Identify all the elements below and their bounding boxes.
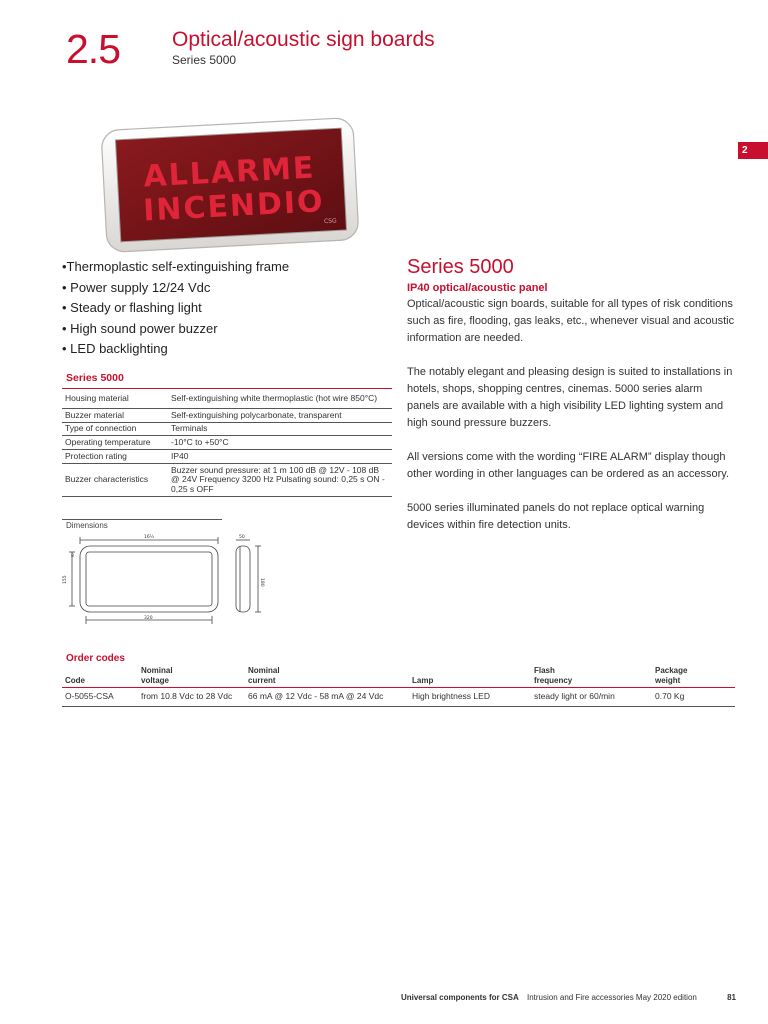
page-number: 81 <box>727 993 736 1002</box>
nominal-voltage: from 10.8 Vdc to 28 Vdc <box>138 688 245 707</box>
feature-item: •Thermoplastic self-extinguishing frame <box>62 259 290 274</box>
column-header: Nominal voltage <box>138 666 245 688</box>
feature-item: • LED backlighting <box>62 341 168 357</box>
spec-value: Self-extinguishing polycarbonate, transparent <box>168 409 392 423</box>
panel-text-line2: INCENDIO <box>142 184 326 229</box>
order-codes-table <box>62 666 735 707</box>
footer-brand: Universal components for CSA <box>400 993 519 1002</box>
package-weight: 0.70 Kg <box>652 688 735 707</box>
dim-small-mark: 8 <box>71 554 74 559</box>
spec-value: Self-extinguishing white thermoplastic (hot wire 850°C) <box>168 389 392 409</box>
column-header: Lamp <box>409 666 531 688</box>
column-header: Nominal current <box>245 666 409 688</box>
feature-item: • Steady or flashing light <box>62 300 202 316</box>
panel-logo: CSG <box>323 217 337 226</box>
order-code: O-5055-CSA <box>62 688 138 707</box>
dim-depth-top: 50 <box>239 535 245 540</box>
description-paragraph: 5000 series illuminated panels do not replace optical warning devices within fire detection units. <box>407 502 705 531</box>
product-image <box>100 112 360 258</box>
footer-edition: Intrusion and Fire accessories May 2020 edition <box>526 993 697 1002</box>
description-title: Series 5000 <box>407 256 514 278</box>
feature-item: • Power supply 12/24 Vdc <box>62 279 211 295</box>
table-row <box>62 409 392 423</box>
spec-value: Buzzer sound pressure: at 1 m 100 dB @ 12V - 108 dB @ 24V Frequency 3200 Hz Pulsating sound: 0,25 s ON - 0,25 s OFF <box>168 464 392 497</box>
spec-table <box>62 388 392 497</box>
spec-key: Buzzer characteristics <box>62 464 168 497</box>
section-number: 2.5 <box>66 26 120 72</box>
description-paragraph: The notably elegant and pleasing design is suited to installations in hotels, shops, shopping centres, cinemas. 5000 series alarm panels are available with a high visibility LED lighting system and high sound pressure buzzers. <box>407 366 733 429</box>
spec-key: Buzzer material <box>62 409 168 423</box>
table-row <box>62 464 392 497</box>
chapter-tab: 2 <box>738 142 768 159</box>
nominal-current: 66 mA @ 12 Vdc - 58 mA @ 24 Vdc <box>245 688 409 707</box>
page-subtitle: Series 5000 <box>172 53 237 67</box>
table-row <box>62 389 392 409</box>
spec-value: IP40 <box>168 450 392 464</box>
column-header: Package weight <box>652 666 735 688</box>
description-subtitle: IP40 optical/acoustic panel <box>407 282 548 294</box>
dim-height-left: 155 <box>63 575 68 584</box>
divider <box>62 519 222 520</box>
feature-list <box>62 257 289 360</box>
dim-width-bottom: 320 <box>144 616 153 621</box>
table-row <box>62 436 392 450</box>
feature-item: • High sound power buzzer <box>62 320 218 336</box>
panel-text-line1: ALLARME <box>142 150 317 195</box>
page-title: Optical/acoustic sign boards <box>172 28 435 51</box>
spec-key: Type of connection <box>62 423 168 436</box>
table-row <box>62 450 392 464</box>
description-paragraph: All versions come with the wording “FIRE ALARM” display though other wording in other languages can be ordered as an accessory. <box>407 451 730 480</box>
spec-heading: Series 5000 <box>66 372 124 384</box>
product-frame <box>101 117 359 252</box>
table-header-row <box>62 666 735 688</box>
flash-frequency: steady light or 60/min <box>531 688 652 707</box>
table-row <box>62 423 392 436</box>
spec-key: Housing material <box>62 389 168 409</box>
dimensions-drawing <box>62 532 282 628</box>
table-row <box>62 688 735 707</box>
description-body <box>407 296 737 551</box>
lamp: High brightness LED <box>409 688 531 707</box>
spec-key: Operating temperature <box>62 436 168 450</box>
page-footer <box>0 993 736 1002</box>
dimensions-label: Dimensions <box>66 521 108 530</box>
description-paragraph: Optical/acoustic sign boards, suitable for all types of risk conditions such as fire, flooding, gas leaks, etc., whenever visual and acoustic information are needed. <box>407 298 735 344</box>
column-header: Code <box>62 666 138 688</box>
dim-width-top: 16½ <box>144 535 155 540</box>
spec-value: -10°C to +50°C <box>168 436 392 450</box>
column-header: Flash frequency <box>531 666 652 688</box>
dim-height-side: 180 <box>259 578 264 587</box>
spec-value: Terminals <box>168 423 392 436</box>
order-codes-heading: Order codes <box>66 653 125 664</box>
spec-key: Protection rating <box>62 450 168 464</box>
